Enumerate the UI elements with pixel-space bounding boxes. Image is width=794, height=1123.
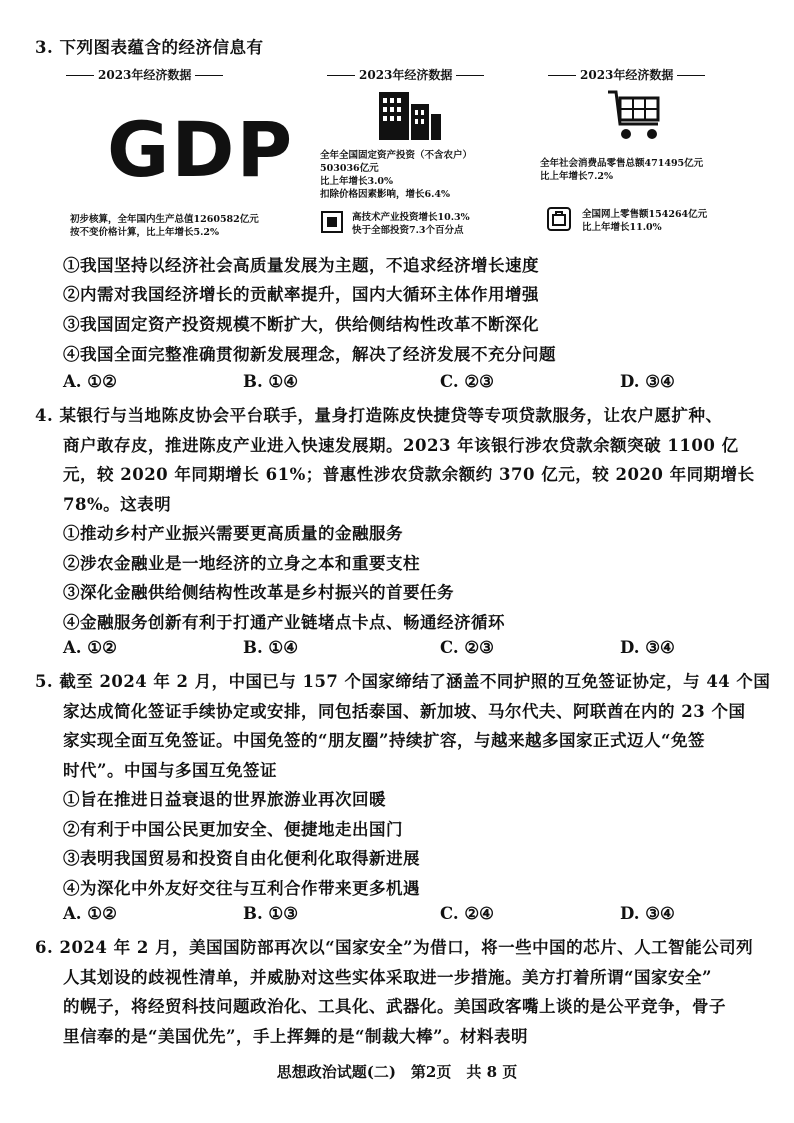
q5-stem-line-1: 5. 截至 2024 年 2 月，中国已与 157 个国家缔结了涵盖不同护照的互免签证协定，与 44 个国 bbox=[35, 672, 771, 691]
panel2-line-3: 比上年增长3.0% bbox=[320, 176, 394, 187]
panel1-header: 2023年经济数据 bbox=[62, 66, 227, 83]
q5-item-2: ②有利于中国公民更加安全、便捷地走出国门 bbox=[63, 820, 403, 839]
q4-option-d: D. ③④ bbox=[620, 638, 675, 657]
panel1-note-1: 初步核算，全年国内生产总值1260582亿元 bbox=[70, 214, 259, 225]
building-icon bbox=[377, 84, 443, 142]
q3-item-3: ③我国固定资产投资规模不断扩大，供给侧结构性改革不断深化 bbox=[63, 315, 539, 334]
q4-option-b: B. ①④ bbox=[243, 638, 299, 657]
q4-stem-line-1: 4. 某银行与当地陈皮协会平台联手，量身打造陈皮快捷贷等专项贷款服务，让农户愿扩种、 bbox=[35, 406, 723, 425]
q4-stem-line-4: 78%。这表明 bbox=[63, 495, 172, 514]
q6-stem-line-2: 人其划设的歧视性清单，并威胁对这些实体采取进一步措施。美方打着所谓“国家安全” bbox=[63, 968, 712, 987]
chip-icon bbox=[320, 210, 344, 234]
q4-stem-line-2: 商户敢存皮，推进陈皮产业进入快速发展期。2023 年该银行涉农贷款余额突破 1100 亿 bbox=[63, 436, 739, 455]
panel3-online-line-2: 比上年增长11.0% bbox=[582, 222, 662, 233]
q5-option-b: B. ①③ bbox=[243, 904, 299, 923]
q5-stem-line-4: 时代”。中国与多国互免签证 bbox=[63, 761, 277, 780]
panel2-chip-line-1: 高技术产业投资增长10.3% bbox=[352, 212, 470, 223]
q5-item-4: ④为深化中外友好交往与互利合作带来更多机遇 bbox=[63, 879, 420, 898]
q5-option-c: C. ②④ bbox=[440, 904, 494, 923]
q5-stem-line-2: 家达成简化签证手续协定或安排，同包括泰国、新加坡、马尔代夫、阿联酋在内的 23 个国 bbox=[63, 702, 746, 721]
q4-item-3: ③深化金融供给侧结构性改革是乡村振兴的首要任务 bbox=[63, 583, 454, 602]
panel2-header: 2023年经济数据 bbox=[323, 66, 488, 83]
q4-item-2: ②涉农金融业是一地经济的立身之本和重要支柱 bbox=[63, 554, 420, 573]
online-shop-icon bbox=[546, 206, 572, 232]
q4-stem-line-3: 元，较 2020 年同期增长 61%；普惠性涉农贷款余额约 370 亿元，较 2020 年同期增长 bbox=[63, 465, 755, 484]
q5-item-3: ③表明我国贸易和投资自由化便利化取得新进展 bbox=[63, 849, 420, 868]
panel3-online-line-1: 全国网上零售额154264亿元 bbox=[582, 209, 708, 220]
panel3-header: 2023年经济数据 bbox=[544, 66, 709, 83]
q6-stem-line-1: 6. 2024 年 2 月，美国国防部再次以“国家安全”为借口，将一些中国的芯片、人工智能公司列 bbox=[35, 938, 754, 957]
q3-option-d: D. ③④ bbox=[620, 372, 675, 391]
q3-item-4: ④我国全面完整准确贯彻新发展理念，解决了经济发展不充分问题 bbox=[63, 345, 556, 364]
panel2-line-1: 全年全国固定资产投资（不含农户） bbox=[320, 150, 473, 161]
q6-stem-line-4: 里信奉的是“美国优先”，手上挥舞的是“制裁大棒”。材料表明 bbox=[63, 1027, 528, 1046]
q3-item-2: ②内需对我国经济增长的贡献率提升，国内大循环主体作用增强 bbox=[63, 285, 539, 304]
question-3-stem: 3. 下列图表蕴含的经济信息有 bbox=[35, 38, 264, 57]
q5-option-a: A. ①② bbox=[63, 904, 117, 923]
q4-item-4: ④金融服务创新有利于打通产业链堵点卡点、畅通经济循环 bbox=[63, 613, 505, 632]
q5-stem-line-3: 家实现全面互免签证。中国免签的“朋友圈”持续扩容，与越来越多国家正式迈人“免签 bbox=[63, 731, 705, 750]
panel3-line-1: 全年社会消费品零售总额471495亿元 bbox=[540, 158, 704, 169]
panel2-chip-line-2: 快于全部投资7.3个百分点 bbox=[352, 225, 464, 236]
q5-option-d: D. ③④ bbox=[620, 904, 675, 923]
q3-option-a: A. ①② bbox=[63, 372, 117, 391]
page-footer: 思想政治试题(二) 第2页 共 8 页 bbox=[276, 1063, 518, 1081]
q4-option-c: C. ②③ bbox=[440, 638, 494, 657]
panel2-line-4: 扣除价格因素影响，增长6.4% bbox=[320, 189, 451, 200]
q4-item-1: ①推动乡村产业振兴需要更高质量的金融服务 bbox=[63, 524, 403, 543]
q3-option-c: C. ②③ bbox=[440, 372, 494, 391]
q3-item-1: ①我国坚持以经济社会高质量发展为主题，不追求经济增长速度 bbox=[63, 256, 539, 275]
gdp-logo: GDP bbox=[107, 105, 295, 194]
q5-item-1: ①旨在推进日益衰退的世界旅游业再次回暖 bbox=[63, 790, 386, 809]
panel3-line-2: 比上年增长7.2% bbox=[540, 171, 614, 182]
q3-option-b: B. ①④ bbox=[243, 372, 299, 391]
panel2-line-2: 503036亿元 bbox=[320, 163, 379, 174]
q4-option-a: A. ①② bbox=[63, 638, 117, 657]
shopping-cart-icon bbox=[606, 88, 664, 142]
panel1-note-2: 按不变价格计算，比上年增长5.2% bbox=[70, 227, 220, 238]
q6-stem-line-3: 的幌子，将经贸科技问题政治化、工具化、武器化。美国政客嘴上谈的是公平竞争，骨子 bbox=[63, 997, 726, 1016]
